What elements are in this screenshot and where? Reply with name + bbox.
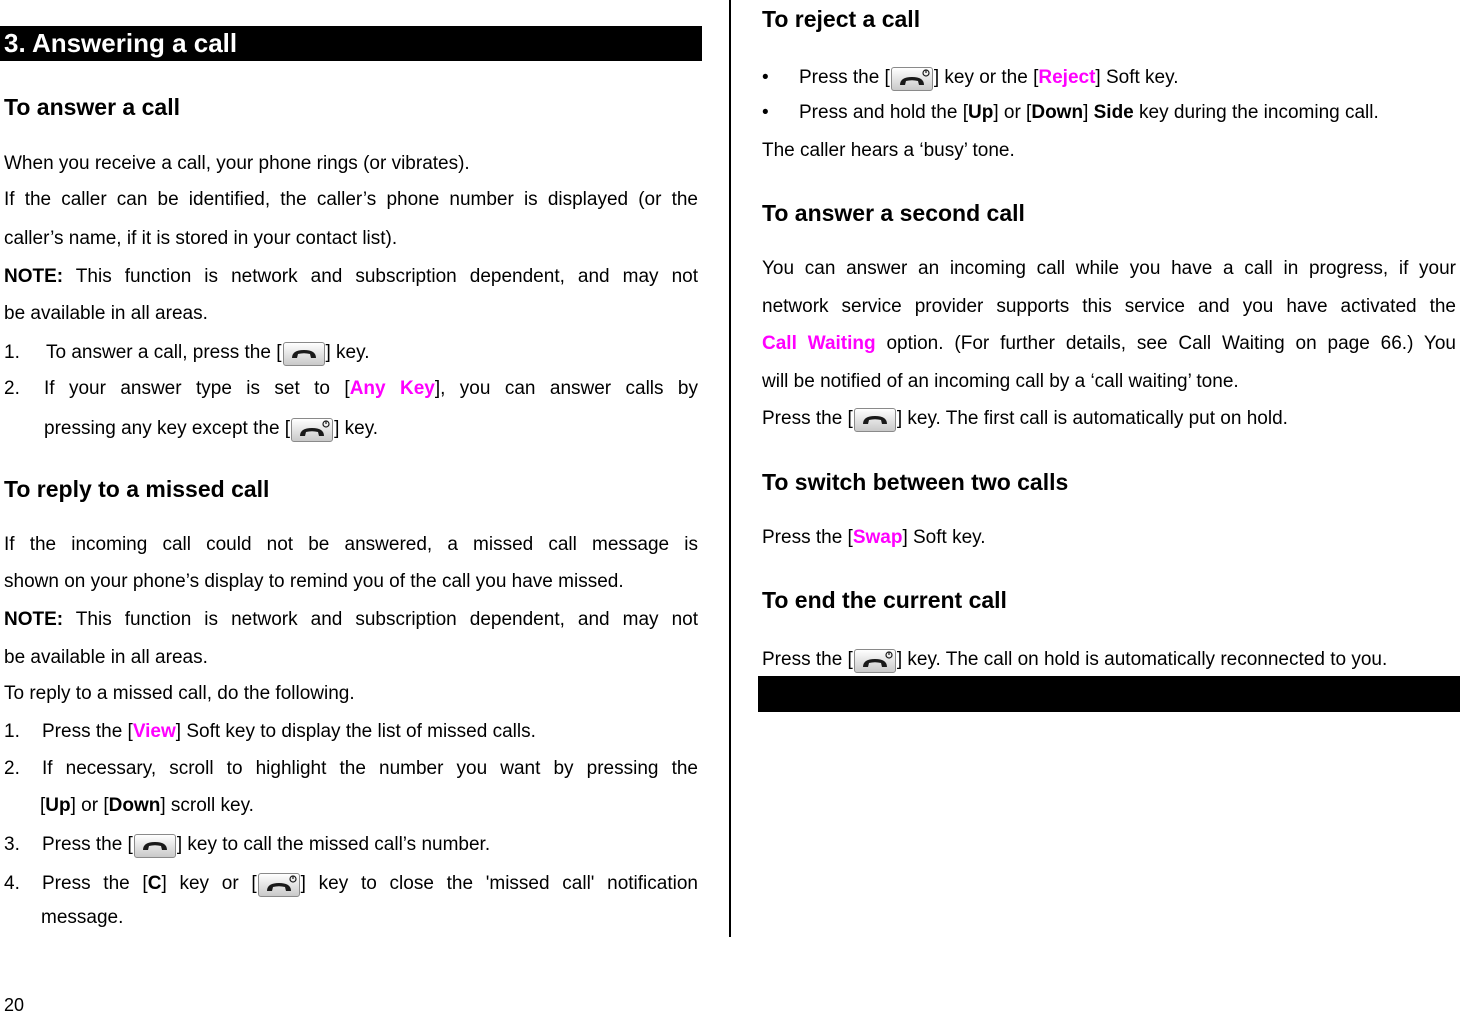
call-waiting-label: Call Waiting <box>762 333 876 354</box>
missed-step-2-cont <box>40 795 254 817</box>
bracket: ] or [ <box>70 795 109 816</box>
note-label: NOTE: <box>4 609 64 630</box>
c-key-label: C <box>147 873 162 894</box>
missed-step-3 <box>4 834 490 858</box>
list-number: 3. <box>4 834 20 855</box>
answer-p2b: caller’s name, if it is stored in your contact list). <box>4 228 398 249</box>
step-text-end: ] key to call the missed call’s number. <box>176 834 491 855</box>
answer-step-2-cont <box>44 418 378 442</box>
bullet-text-end: key during the incoming call. <box>1133 102 1379 123</box>
answer-step-2 <box>4 378 698 400</box>
answer-p2a: If the caller can be identified, the caller’s phone number is displayed (or the <box>4 189 698 210</box>
second-call-heading: To answer a second call <box>762 200 1025 226</box>
step-text-end: ] Soft key. <box>902 527 986 548</box>
step-text: Press the [ <box>762 649 853 670</box>
bullet-text: ] key or the [ <box>933 67 1039 88</box>
bullet-text: ] <box>1083 102 1094 123</box>
step-text-end: ] key. The first call is automatically put on hold. <box>896 408 1288 429</box>
answer-note-line2: be available in all areas. <box>4 303 208 324</box>
end-call-heading: To end the current call <box>762 587 1007 613</box>
list-number: 4. <box>4 873 20 894</box>
step-text-end: ] Soft key to display the list of missed calls. <box>175 721 536 742</box>
step-text-end: ], you can answer calls by <box>434 378 699 399</box>
list-number: 1. <box>4 721 20 742</box>
up-key-label: Up <box>968 102 994 123</box>
phone-send-key-icon <box>283 342 325 366</box>
swap-key-label: Swap <box>852 527 903 548</box>
section-title-bar <box>0 26 702 61</box>
step-text: Press the [ <box>42 834 133 855</box>
end-call-line <box>762 649 1387 673</box>
step-text-end: ] key. <box>334 418 379 439</box>
step-text: Press the [ <box>762 527 853 548</box>
note-label: NOTE: <box>4 266 64 287</box>
section-end-bar <box>758 676 1460 712</box>
step-text: Press the [ <box>762 408 853 429</box>
missed-note-line1 <box>4 609 698 631</box>
missed-p1b: shown on your phone’s display to remind you of the call you have missed. <box>4 571 624 592</box>
step-text-end: ] key. <box>325 342 370 363</box>
phone-send-key-icon <box>134 834 176 858</box>
answer-step-1 <box>4 342 370 366</box>
missed-note-line2: be available in all areas. <box>4 647 208 668</box>
reject-heading: To reject a call <box>762 6 921 32</box>
answer-note-line1 <box>4 266 698 288</box>
bullet-text-end: ] Soft key. <box>1095 67 1179 88</box>
bullet-text: ] or [ <box>993 102 1032 123</box>
list-number: 1. <box>4 342 20 363</box>
view-key-label: View <box>132 721 176 742</box>
page-number: 20 <box>4 995 25 1015</box>
phone-end-key-icon <box>291 418 333 442</box>
missed-step-2 <box>4 758 698 780</box>
answer-p1: When you receive a call, your phone rings (or vibrates). <box>4 153 470 174</box>
list-number: 2. <box>4 378 20 399</box>
bullet-text: Press the [ <box>799 67 890 88</box>
answer-note-text: This function is network and subscription dependent, and may not <box>63 266 698 287</box>
second-line-3-text: option. (For further details, see Call Waiting on page 66.) You <box>875 333 1456 354</box>
missed-intro: To reply to a missed call, do the following. <box>4 683 355 704</box>
missed-heading: To reply to a missed call <box>4 476 270 502</box>
bullet-icon: • <box>762 67 769 88</box>
missed-step-1 <box>4 721 536 743</box>
second-line-5 <box>762 408 1288 432</box>
bullet-text: Press and hold the [ <box>799 102 968 123</box>
step-text-end: ] scroll key. <box>160 795 254 816</box>
phone-end-key-icon <box>258 873 300 897</box>
second-line-2: network service provider supports this service and you have activated the <box>762 296 1456 317</box>
second-line-3 <box>762 333 1456 355</box>
answer-heading: To answer a call <box>4 94 180 120</box>
up-key-label: Up <box>45 795 71 816</box>
reject-paragraph: The caller hears a ‘busy’ tone. <box>762 140 1015 161</box>
step-text: To answer a call, press the [ <box>46 342 282 363</box>
switch-heading: To switch between two calls <box>762 469 1069 495</box>
reject-key-label: Reject <box>1038 67 1096 88</box>
step-text: ] key or [ <box>161 873 257 894</box>
step-text: If your answer type is set to [ <box>44 378 350 399</box>
missed-note-text: This function is network and subscription dependent, and may not <box>63 609 698 630</box>
phone-send-key-icon <box>854 408 896 432</box>
bracket: [ <box>40 795 46 816</box>
phone-end-key-icon <box>854 649 896 673</box>
list-number: 2. <box>4 758 20 779</box>
reject-bullet-1 <box>762 67 1178 91</box>
reject-bullet-2 <box>762 102 1379 124</box>
down-key-label: Down <box>108 795 161 816</box>
phone-end-key-icon <box>891 67 933 91</box>
step-text-end: ] key to close the 'missed call' notification <box>300 873 698 894</box>
any-key-label: Any Key <box>349 378 435 399</box>
bullet-icon: • <box>762 102 769 123</box>
step-text: pressing any key except the [ <box>44 418 291 439</box>
step-text-end: ] key. The call on hold is automatically reconnected to you. <box>896 649 1388 670</box>
step-text: If necessary, scroll to highlight the number you want by pressing the <box>42 758 698 779</box>
missed-p1a: If the incoming call could not be answered, a missed call message is <box>4 534 698 555</box>
column-divider <box>729 0 731 937</box>
second-line-4: will be notified of an incoming call by a ‘call waiting’ tone. <box>762 371 1239 392</box>
step-text: Press the [ <box>42 721 133 742</box>
missed-step-4 <box>4 873 698 897</box>
section-title: 3. Answering a call <box>4 28 238 58</box>
second-line-1: You can answer an incoming call while you have a call in progress, if your <box>762 258 1456 279</box>
down-key-label: Down <box>1031 102 1084 123</box>
step-text: Press the [ <box>42 873 148 894</box>
switch-line <box>762 527 986 549</box>
missed-step-4-cont: message. <box>41 907 124 928</box>
side-key-label: Side <box>1093 102 1134 123</box>
